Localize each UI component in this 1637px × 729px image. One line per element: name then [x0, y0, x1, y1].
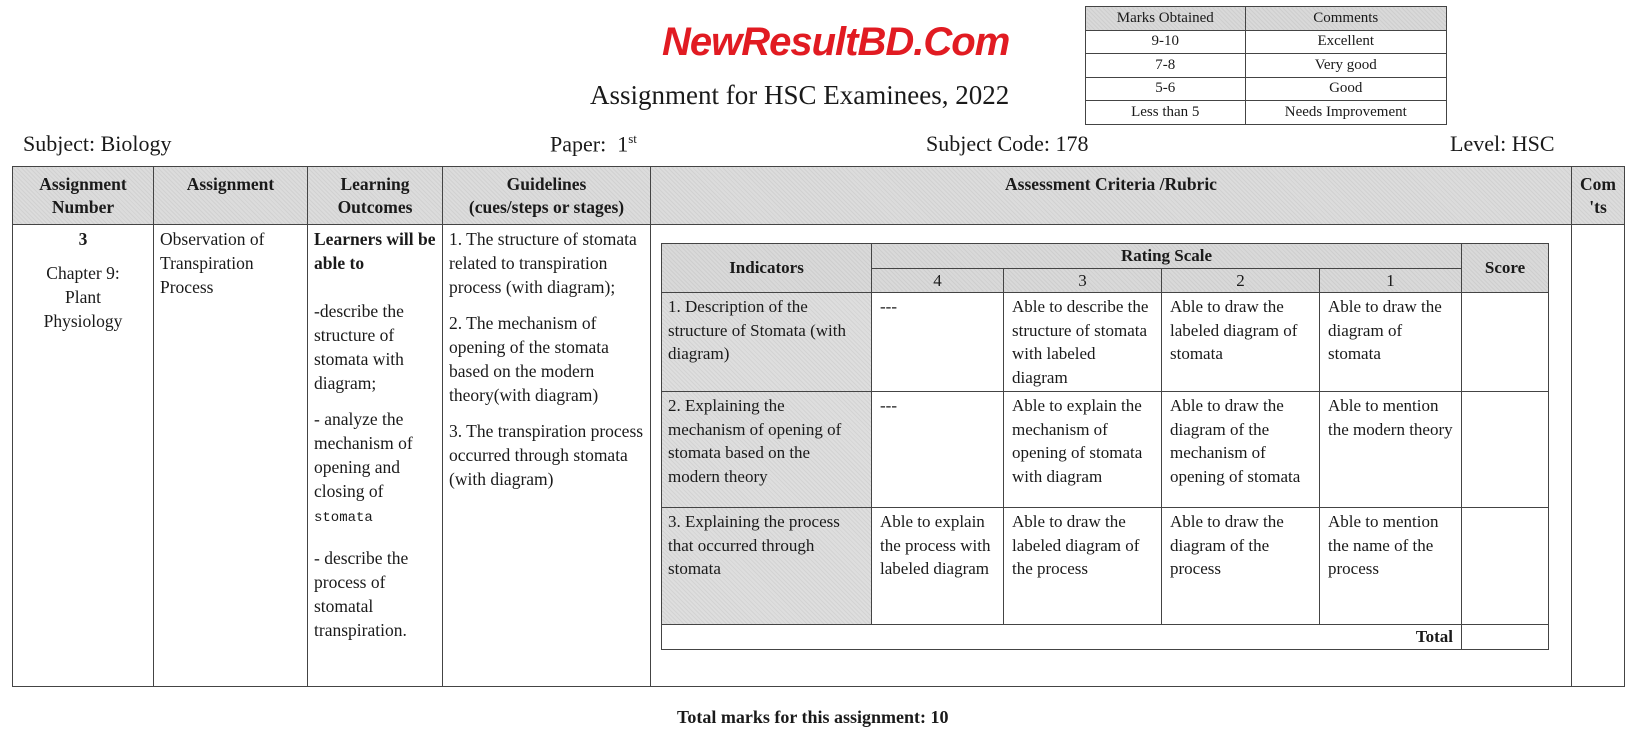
total-score-cell [1462, 625, 1549, 650]
header-line: Assignment [39, 174, 127, 194]
marks-range: Less than 5 [1086, 101, 1246, 125]
marks-range: 7-8 [1086, 54, 1246, 78]
marks-comments-table [1085, 6, 1447, 125]
rubric-total-row [662, 625, 1549, 650]
rating-cell: Able to mention the modern theory [1320, 392, 1462, 508]
guidelines-cell [443, 225, 651, 687]
rating-cell: --- [872, 293, 1004, 392]
header-line: 'ts [1589, 197, 1607, 217]
header-line: Learning [340, 174, 410, 194]
outcome-text-mono: stomata [314, 510, 373, 526]
outcome-item: -describe the structure of stomata with diagram; [314, 301, 404, 393]
comments-header-cell: Comments [1245, 7, 1446, 31]
marks-table-row [1086, 30, 1447, 54]
header-assignment-number [13, 167, 154, 225]
subject-code-label: Subject Code: 178 [926, 131, 1089, 156]
marks-table-row [1086, 54, 1447, 78]
scale-number: 3 [1004, 268, 1162, 293]
assignment-name-cell [154, 225, 308, 687]
marks-comment: Very good [1245, 54, 1446, 78]
total-marks-note: Total marks for this assignment: 10 [677, 707, 949, 727]
guideline-item: 1. The structure of stomata related to transpiration process (with diagram); [449, 229, 637, 297]
assignment-row [13, 225, 1625, 687]
total-label: Total [662, 625, 1462, 650]
assignment-table-header [13, 167, 1625, 225]
rubric-table [661, 243, 1549, 650]
rating-cell: Able to draw the labeled diagram of the process [1004, 508, 1162, 625]
marks-range: 9-10 [1086, 30, 1246, 54]
rubric-header-row [662, 244, 1549, 269]
score-cell [1462, 508, 1549, 625]
outcomes-intro: Learners will be able to [314, 229, 436, 273]
scale-number: 4 [872, 268, 1004, 293]
learning-outcomes-cell [308, 225, 443, 687]
rating-cell: Able to draw the diagram of stomata [1320, 293, 1462, 392]
score-cell [1462, 392, 1549, 508]
indicator-text: 2. Explaining the mechanism of opening of stomata based on the modern theory [662, 392, 872, 508]
rubric-cell [651, 225, 1572, 727]
assignment-table [12, 166, 1625, 727]
chapter-line: Physiology [43, 311, 123, 331]
assignment-name: Observation of Transpiration Process [160, 229, 265, 297]
marks-table-row [1086, 77, 1447, 101]
scale-number: 1 [1320, 268, 1462, 293]
header-line: Outcomes [337, 197, 413, 217]
header-assessment-criteria: Assessment Criteria /Rubric [651, 167, 1572, 225]
marks-comment: Good [1245, 77, 1446, 101]
marks-comment: Needs Improvement [1245, 101, 1446, 125]
rating-cell: --- [872, 392, 1004, 508]
guideline-item: 3. The transpiration process occurred through stomata (with diagram) [449, 421, 644, 489]
rubric-row [662, 508, 1549, 625]
header-guidelines [443, 167, 651, 225]
paper-label-text: Paper: [550, 131, 607, 157]
paper-ordinal-suffix: st [628, 131, 637, 146]
outcome-text: - analyze the mechanism of opening and closing of [314, 409, 413, 501]
header-line: (cues/steps or stages) [468, 197, 625, 217]
subject-label: Subject: Biology [23, 131, 172, 156]
rating-cell: Able to draw the diagram of the mechanism of opening of stomata [1162, 392, 1320, 508]
rating-cell: Able to explain the mechanism of opening of stomata with diagram [1004, 392, 1162, 508]
marks-table-header [1086, 7, 1447, 31]
scale-number: 2 [1162, 268, 1320, 293]
outcome-item: - describe the process of stomatal transpiration. [314, 548, 409, 640]
chapter-line: Chapter 9: [46, 263, 120, 283]
score-cell [1462, 293, 1549, 392]
comments-cell [1572, 225, 1625, 687]
paper-number: 1 [617, 131, 629, 157]
rating-cell: Able to describe the structure of stomata with labeled diagram [1004, 293, 1162, 392]
assignment-number: 3 [78, 229, 88, 249]
outcome-item [314, 407, 436, 530]
assignment-number-cell [13, 225, 154, 687]
rating-cell: Able to explain the process with labeled diagram [872, 508, 1004, 625]
level-label: Level: HSC [1450, 131, 1555, 156]
rubric-row [662, 392, 1549, 508]
rating-cell: Able to draw the labeled diagram of stomata [1162, 293, 1320, 392]
marks-range: 5-6 [1086, 77, 1246, 101]
header-comments [1572, 167, 1625, 225]
indicators-header: Indicators [662, 244, 872, 293]
header-line: Number [51, 197, 115, 217]
header-line: Com [1580, 174, 1616, 194]
indicator-text: 1. Description of the structure of Stomata (with diagram) [662, 293, 872, 392]
rubric-row [662, 293, 1549, 392]
indicator-text: 3. Explaining the process that occurred through stomata [662, 508, 872, 625]
paper-label [550, 131, 637, 157]
score-header: Score [1462, 244, 1549, 293]
rating-scale-header: Rating Scale [872, 244, 1462, 269]
rating-cell: Able to draw the diagram of the process [1162, 508, 1320, 625]
site-watermark-logo: NewResultBD.Com [662, 20, 1010, 64]
header-assignment: Assignment [154, 167, 308, 225]
guideline-item: 2. The mechanism of opening of the stomata based on the modern theory(with diagram) [449, 313, 609, 405]
header-line: Guidelines [506, 174, 587, 194]
marks-table-row [1086, 101, 1447, 125]
chapter-line: Plant [65, 287, 101, 307]
marks-header-cell: Marks Obtained [1086, 7, 1246, 31]
marks-comment: Excellent [1245, 30, 1446, 54]
document-title: Assignment for HSC Examinees, 2022 [590, 80, 1010, 110]
rating-cell: Able to mention the name of the process [1320, 508, 1462, 625]
header-learning-outcomes [308, 167, 443, 225]
